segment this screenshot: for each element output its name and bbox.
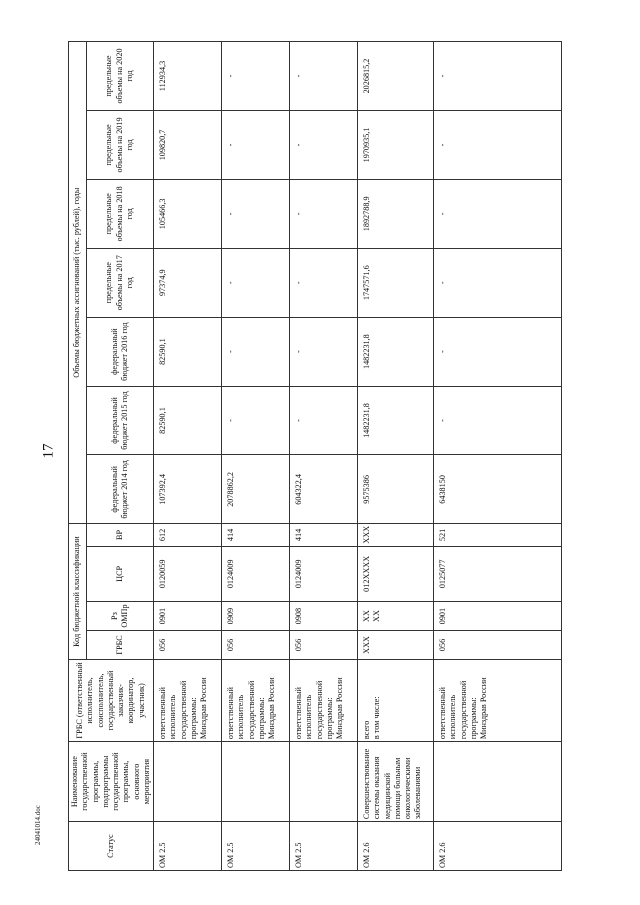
name-cell: Совершенствование системы оказания медицинской помощи больным онкологическими заболеваниями [358,742,434,822]
table-row [290,42,358,871]
value-cell: - [290,42,358,111]
value-cell: 107392,4 [154,455,222,524]
value-cell: - [222,179,290,248]
value-cell: ХХХ [358,631,434,660]
value-cell: - [222,111,290,180]
header-sub: ВР [86,524,153,546]
value-cell: - [434,317,562,386]
value-cell: 056 [154,631,222,660]
value-cell: 0124009 [222,546,290,602]
grbs-cell: ответственный исполнитель государственной программы: Минздрав России [290,659,358,741]
value-cell: 414 [290,524,358,546]
value-cell: 105466,3 [154,179,222,248]
value-cell: 0125077 [434,546,562,602]
name-cell [434,742,562,822]
header-status: Статус [69,822,154,871]
value-cell: 2026815,2 [358,42,434,111]
value-cell: - [290,248,358,317]
value-cell: 0908 [290,602,358,631]
value-cell: 0901 [434,602,562,631]
value-cell: 112934,3 [154,42,222,111]
status-cell: ОМ 2.6 [434,822,562,871]
value-cell: - [290,111,358,180]
value-cell: 0909 [222,602,290,631]
value-cell: 82590,1 [154,317,222,386]
value-cell: - [222,317,290,386]
value-cell: 1482231,8 [358,317,434,386]
value-cell: 056 [290,631,358,660]
header-sub: предельные объемы на 2019 год [86,111,153,180]
value-cell: - [434,386,562,455]
value-cell: 1747571,6 [358,248,434,317]
value-cell: 97374,9 [154,248,222,317]
budget-table [68,41,562,871]
table-row [434,42,562,871]
value-cell: 1970935,1 [358,111,434,180]
header-budget-volumes: Объемы бюджетных ассигнований (тыс. рублей), годы [69,42,87,524]
name-cell [290,742,358,822]
header-sub: ГРБС [86,631,153,660]
header-program-name: Наименование государственной программы, подпрограммы государственной программы, основного мероприятия [69,742,154,822]
value-cell: 056 [222,631,290,660]
rotated-page-content [68,41,560,871]
value-cell: 012ХХХХ [358,546,434,602]
value-cell: 82590,1 [154,386,222,455]
value-cell: - [434,111,562,180]
header-sub: федеральный бюджет 2014 год [86,455,153,524]
value-cell: - [290,179,358,248]
value-cell: 1482231,8 [358,386,434,455]
value-cell: 0120059 [154,546,222,602]
grbs-cell: ответственный исполнитель государственной программы: Минздрав России [434,659,562,741]
header-grbs: ГРБС (ответственный исполнитель, соисполнитель, государственный заказчик-координатор, участник) [69,659,154,741]
value-cell: - [434,179,562,248]
document-footer: 24041014.doc [34,805,42,845]
value-cell: 0124009 [290,546,358,602]
value-cell: 9575386 [358,455,434,524]
value-cell: ХХ ХХ [358,602,434,631]
value-cell: - [434,42,562,111]
value-cell: - [434,248,562,317]
name-cell [154,742,222,822]
header-sub: предельные объемы на 2020 год [86,42,153,111]
value-cell: 612 [154,524,222,546]
table-row [154,42,222,871]
header-sub: Рз ОМПр [86,602,153,631]
value-cell: - [222,42,290,111]
value-cell: 521 [434,524,562,546]
value-cell: 0901 [154,602,222,631]
grbs-cell: всего в том числе: [358,659,434,741]
status-cell: ОМ 2.5 [154,822,222,871]
header-budget-code: Код бюджетной классификации [69,524,87,660]
header-sub: федеральный бюджет 2016 год [86,317,153,386]
value-cell: 6438150 [434,455,562,524]
value-cell: 2078862,2 [222,455,290,524]
value-cell: - [290,386,358,455]
grbs-cell: ответственный исполнитель государственной программы: Минздрав России [222,659,290,741]
value-cell: 604322,4 [290,455,358,524]
table-row [222,42,290,871]
status-cell: ОМ 2.5 [222,822,290,871]
value-cell: - [222,386,290,455]
header-sub: ЦСР [86,546,153,602]
name-cell [222,742,290,822]
status-cell: ОМ 2.5 [290,822,358,871]
table-row [358,42,434,871]
value-cell: 056 [434,631,562,660]
header-sub: федеральный бюджет 2015 год [86,386,153,455]
value-cell: - [222,248,290,317]
header-sub: предельные объемы на 2017 год [86,248,153,317]
grbs-cell: ответственный исполнитель государственной программы: Минздрав России [154,659,222,741]
header-sub: предельные объемы на 2018 год [86,179,153,248]
value-cell: 414 [222,524,290,546]
value-cell: - [290,317,358,386]
status-cell: ОМ 2.6 [358,822,434,871]
value-cell: ХХХ [358,524,434,546]
value-cell: 1892788,9 [358,179,434,248]
value-cell: 109820,7 [154,111,222,180]
page-number: 17 [40,443,57,459]
